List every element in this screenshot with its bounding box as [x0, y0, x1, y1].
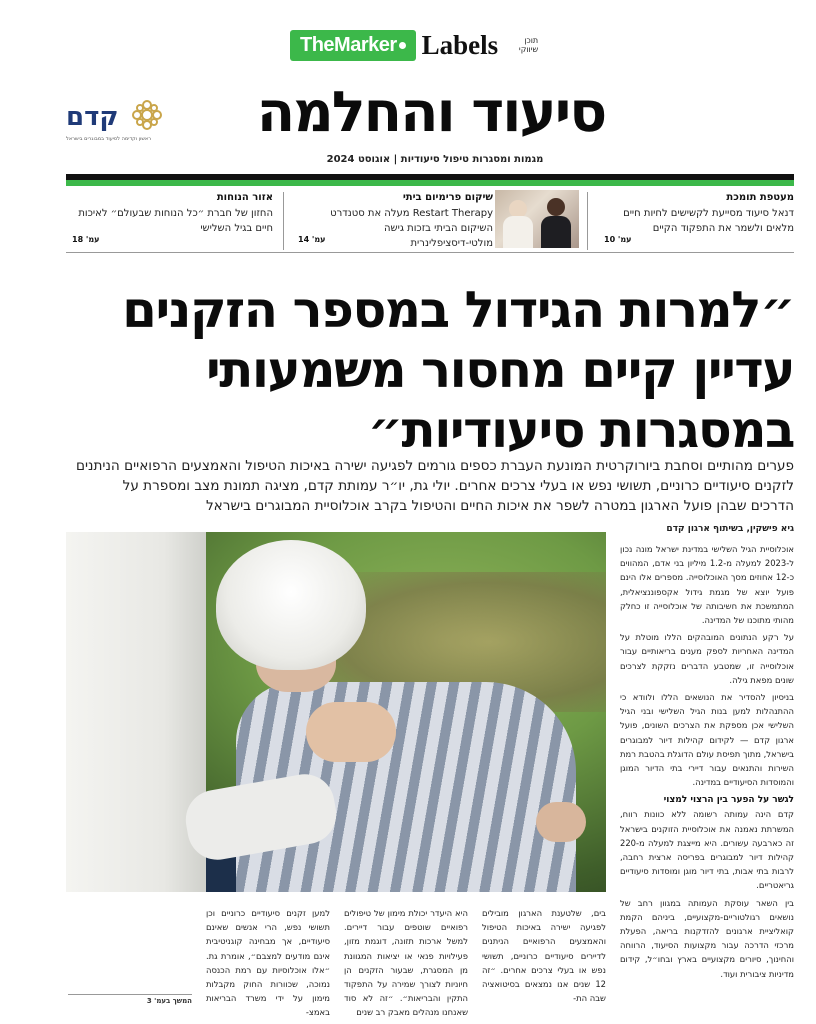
article-paragraph: קדם הינה עמותה רשומה ללא כוונות רווח, המשרתת נאמנה את אוכלוסיית הזוקנים בישראל זה כארבעה עשורים. היא מייצגת למעלה מ-220 קהילות דיור למבוגרים בפריסה ארצית רחבה, לרבות בתי אבות, בתי דיור מוגן ומוסדות סיעודיים גריאטריים. [620, 809, 794, 891]
teaser-photo [495, 190, 579, 248]
photo-hair [216, 540, 366, 670]
continued-label[interactable]: המשך בעמ' 3 [68, 994, 192, 1005]
teaser-item[interactable] [292, 192, 588, 250]
article-byline: גיא פישקין, בשיתוף ארגון קדם [666, 524, 794, 534]
article-headline: ״למרות הגידול במספר הזקנים עדיין קיים מחסור משמעותי במסגרות סיעודיות״ [122, 281, 794, 459]
photo-caregiver-hand [306, 702, 396, 762]
article-dek: פערים מהותיים וסחבת ביורוקרטית המונעת העברת כספים גורמים לפגיעה ישירה באיכות הטיפול והאמצעים הרפואיים הניתנים לזקנים סיעודיים כרוניים, תשושי נפש או בעלי צרכים אחרים. יולי גת, יו״ר עמותת קדם, מציגה תמונת מצב ומספרת על הדרכים שבהן פועל הארגון במטרה לשפר את איכות החיים והטיפול בקרב אוכלוסיית המבוגרים בישראל [75, 458, 794, 514]
article-paragraph: בים, שלטענת הארגון מובילים לפגיעה ישירה באיכות הטיפול והאמצעים הרפואיים הניתנים לדיירים סיעודיים כרוניים, תשושי נפש או בעלי צרכים אחרים. ״זה 12 שנים אנו נמצאים בסיטואציה שבה הת- [482, 908, 606, 1004]
teaser-bar [66, 192, 794, 252]
teaser-text: החזון של חברת ״כל הנוחות שבעולם״ לאיכות חיים בגיל השלישי [78, 208, 273, 234]
article-right-column [620, 524, 794, 984]
teaser-page: עמ' 14 [298, 235, 326, 244]
logo-dot-icon [399, 42, 406, 49]
photo-figure [547, 198, 565, 216]
teaser-title: שיקום פרימיום ביתי [402, 192, 493, 203]
kedem-wordmark: קדם [66, 102, 119, 132]
article-paragraph: בניסיון להסדיר את הנושאים הללו ולוודא כי ההתנהלות למען בנות הגיל השלישי ובני הגיל השלישי אכן מספקת את הצרכים השונים, פועל ארגון קדם — לקידום קהילות דיור למבוגרים בישראל, מתוך תפיסת עולם הדוגלת בהטבת רמת השירות והתנאים עבור דיירי בתי הדיור המוגן והמוסדות הסיעודיים במדינה. [620, 692, 794, 788]
article-column [206, 906, 330, 1020]
article-subhead: לגשר על הפער בין הרצוי למצוי [663, 795, 794, 806]
article-paragraph: על רקע הנתונים המובהקים הללו מוטלת על המדינה האחריות לספק מענים בריאותיים עבור אוכלוסייה זו, שמטבע הדברים נזקקת לצרכים שונים מפאת גילה. [620, 632, 794, 685]
kedem-tagline: ראשון וקדימה לסיעוד במבוגרים בישראל [66, 136, 152, 142]
article-column [482, 906, 606, 1005]
photo-hand [536, 802, 586, 842]
masthead-subtitle: מגמות ומסגרות טיפול סיעודיות | אוגוסט 2024 [326, 154, 544, 165]
photo-caregiver [66, 532, 206, 892]
sponsored-label: תוכן שיווקי [518, 36, 539, 54]
masthead-rule-green [66, 180, 794, 186]
brand-header [290, 26, 550, 64]
masthead-title: סיעוד והחלמה [256, 80, 606, 145]
photo-figure [541, 216, 571, 248]
article-column [344, 906, 468, 1020]
article-paragraph: למען זקנים סיעודיים כרוניים וכן תשושי נפש, הרי אנשים שאינם סיעודיים, אך מבחינה קוגניטיבית אינם מודעים למצבם״, אומרת גת. ״אלו אוכלוסיות עם רמת הכנסה נמוכה, שכוורות החוק מקבלות מימון על ידי משרד הבריאות באמצ- [206, 908, 330, 1018]
labels-wordmark: Labels [421, 29, 499, 60]
teaser-title: אזור הנוחות [216, 192, 273, 203]
article-paragraph: היא היעדר יכולת מימון של טיפולים רפואיים שוטפים עבור דיירים. למשל ארכות תזונה, דוגמת מזון, פעילויות פנאי או יציאות המגוונת מן המסגרת, שבעור הזקנים הן חיוניות לצורך שמירה על התפקוד התקין והבריאות״. ״זה לא סוד שאנחנו מנהלים מאבק רב שנים [344, 908, 468, 1018]
themarker-logo [290, 30, 416, 61]
article-paragraph: אוכלוסיית הגיל השלישי במדינת ישראל מונה נכון ל-2023 למעלה מ-1.2 מיליון בני אדם, המהווים כ-12 אחוזים מסך האוכלוסייה. מספרים אלו הינם פועל יוצא של מגמת גידול אקספוננציאלית, המתמשכת את חשיבותה של אוכלוסייה זו כחלק מהותי מתוכנו של המדינה. [620, 544, 794, 626]
teaser-item[interactable] [598, 192, 794, 250]
kedem-emblem-icon [130, 98, 164, 132]
article-paragraph: בין השאר עוסקת העמותה במגוון רחב של נושאים רגולטוריים-מקצועיים, ביניהם הקמת קואליציית ארגונים להזדקנות בריאה, הפעלת מרכזי הדרכה עבור מקצועות הסיעוד, הרווחה והחינוך, סיורים מקצועיים בארץ ובחו״ל, קידום מדיניות ציבורית ועוד. [620, 897, 794, 979]
article-photo [66, 532, 606, 892]
teaser-text: Restart Therapy מעלה את סטנדרט השיקום הביתי בזכות גישה מולטי-דיסציפלינרית [330, 208, 493, 249]
teaser-page: עמ' 10 [604, 235, 632, 244]
teaser-item[interactable] [66, 192, 284, 250]
teaser-divider [66, 252, 794, 253]
teaser-page: עמ' 18 [72, 235, 100, 244]
teaser-text: דנאל סיעוד מסייעת לקשישים לחיות חיים מלאים ולשמר את התפקוד הקיים [623, 208, 794, 234]
themarker-wordmark: TheMarker [300, 33, 397, 56]
photo-figure [503, 216, 533, 248]
article-bottom-columns [66, 906, 606, 1024]
teaser-body [303, 192, 493, 251]
kedem-logo [66, 98, 196, 148]
teaser-title: מעטפת תומכת [726, 192, 794, 203]
